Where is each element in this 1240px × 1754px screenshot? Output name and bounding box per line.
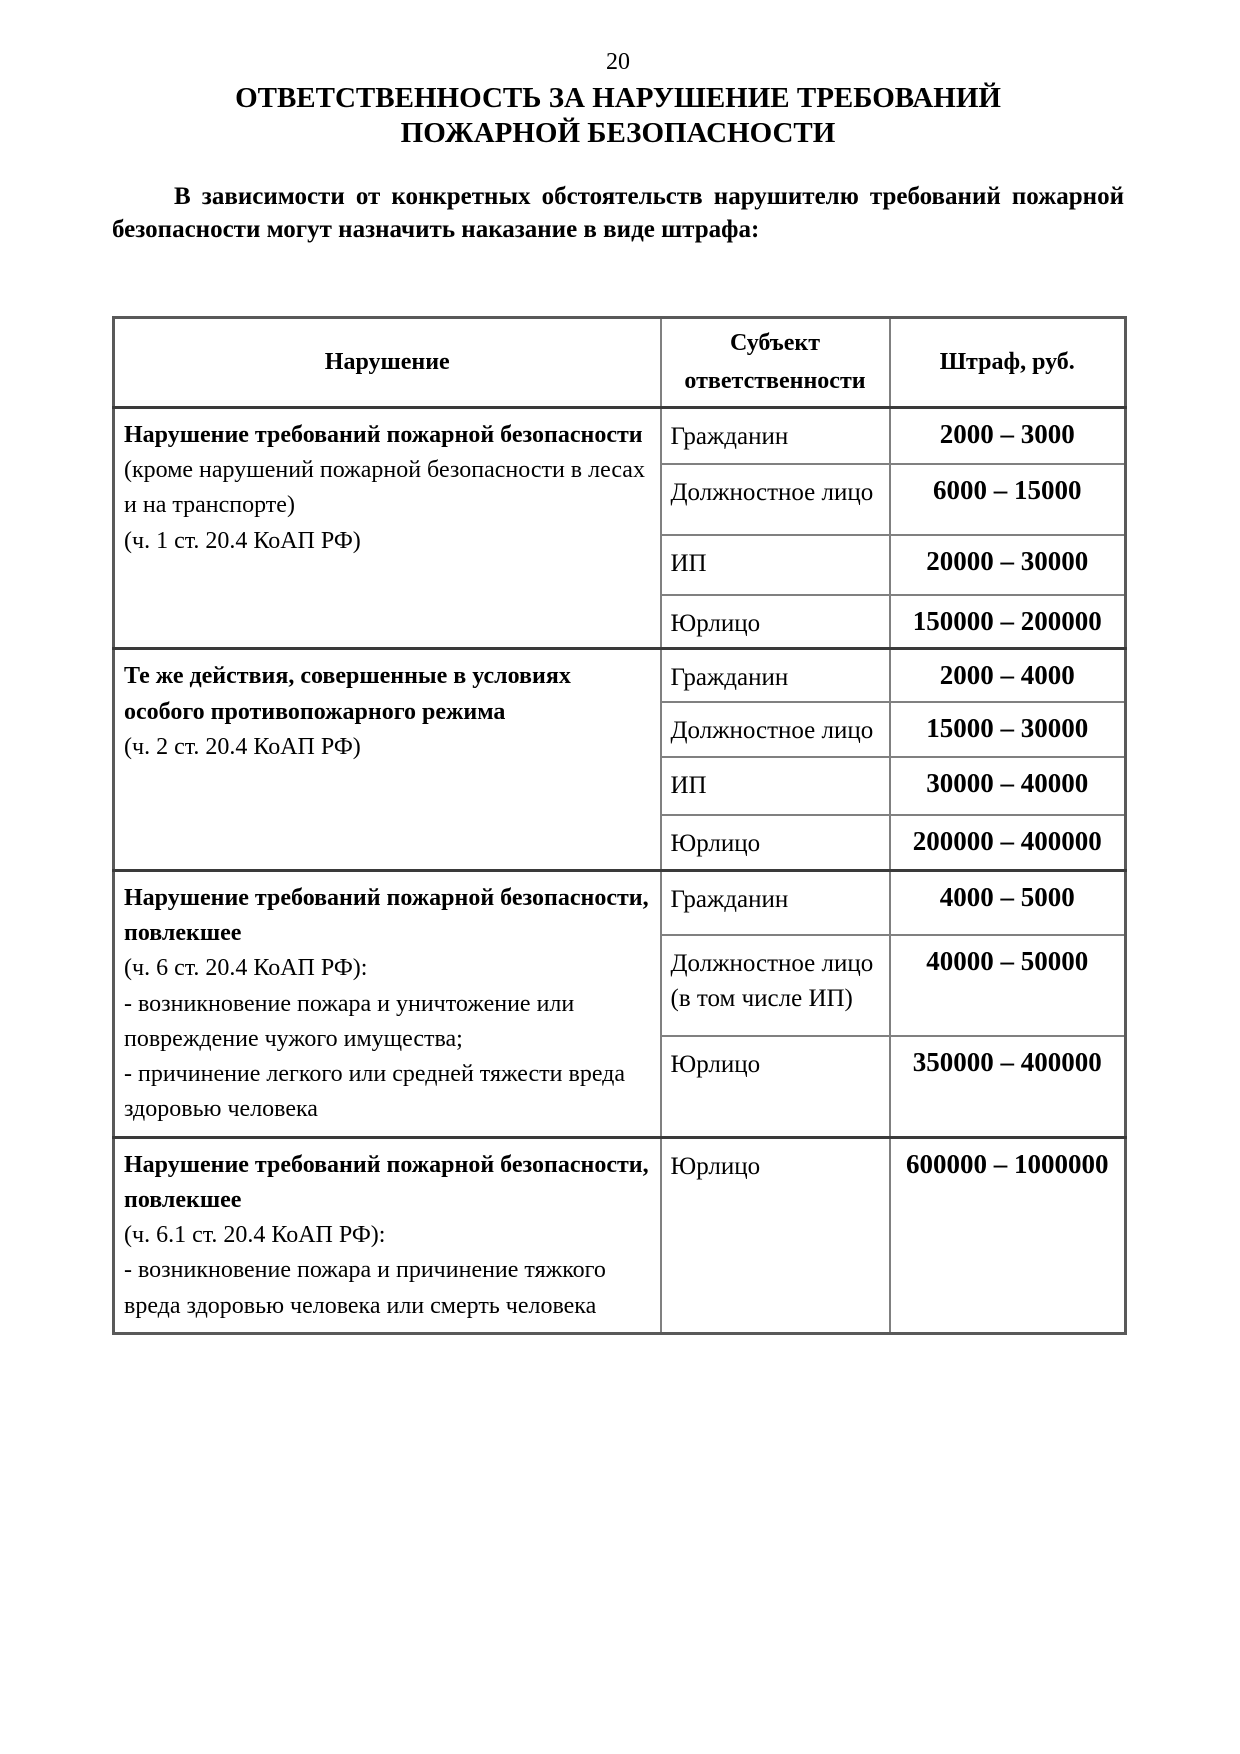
violation-title: Нарушение требований пожарной безопасности — [124, 421, 643, 448]
subject-cell: Гражданин — [661, 407, 890, 464]
header-subject: Субъект ответственности — [661, 318, 890, 407]
page-number: 20 — [606, 49, 630, 75]
violation-cell-3 — [114, 870, 661, 1137]
violation-item: - причинение легкого или средней тяжести вреда здоровью человека — [124, 1061, 626, 1123]
violation-item: - возникновение пожара и причинение тяжкого вреда здоровью человека или смерть человека — [124, 1257, 606, 1319]
violation-ref: (ч. 6.1 ст. 20.4 КоАП РФ): — [124, 1222, 386, 1249]
subject-cell: Юрлицо — [661, 1137, 890, 1333]
subject-cell: Гражданин — [661, 870, 890, 934]
violation-title: Нарушение требований пожарной безопасности, повлекшее — [124, 1151, 649, 1213]
fine-cell: 15000 – 30000 — [890, 702, 1126, 757]
table-row — [114, 1137, 1126, 1333]
violation-title: Те же действия, совершенные в условиях особого противопожарного режима — [124, 663, 571, 725]
table-row — [114, 649, 1126, 703]
violation-cell-1 — [114, 407, 661, 649]
table-header-row — [114, 318, 1126, 407]
fine-cell: 4000 – 5000 — [890, 870, 1126, 934]
header-violation: Нарушение — [114, 318, 661, 407]
subject-cell: Юрлицо — [661, 1036, 890, 1137]
fine-cell: 6000 – 15000 — [890, 464, 1126, 535]
violation-ref: (ч. 2 ст. 20.4 КоАП РФ) — [124, 733, 361, 760]
page-title — [112, 81, 1124, 151]
page-title-line1: ОТВЕТСТВЕННОСТЬ ЗА НАРУШЕНИЕ ТРЕБОВАНИЙ — [235, 81, 1001, 114]
subject-cell: Должностное лицо — [661, 702, 890, 757]
violation-cell-2 — [114, 649, 661, 871]
intro-paragraph: В зависимости от конкретных обстоятельств нарушителю требований пожарной безопасности могут назначить наказание в виде штрафа: — [112, 183, 1124, 244]
fine-cell: 150000 – 200000 — [890, 595, 1126, 649]
subject-cell: Юрлицо — [661, 595, 890, 649]
subject-cell: Юрлицо — [661, 815, 890, 870]
fine-cell: 2000 – 3000 — [890, 407, 1126, 464]
fine-cell: 40000 – 50000 — [890, 935, 1126, 1036]
violation-ref: (ч. 6 ст. 20.4 КоАП РФ): — [124, 955, 368, 982]
subject-cell: Должностное лицо (в том числе ИП) — [661, 935, 890, 1036]
subject-cell: ИП — [661, 757, 890, 815]
fine-cell: 30000 – 40000 — [890, 757, 1126, 815]
table-row — [114, 407, 1126, 464]
violation-cell-4 — [114, 1137, 661, 1333]
table-row — [114, 870, 1126, 934]
fines-table — [112, 316, 1127, 1335]
page-title-line2: ПОЖАРНОЙ БЕЗОПАСНОСТИ — [400, 116, 836, 149]
subject-cell: ИП — [661, 535, 890, 595]
fine-cell: 20000 – 30000 — [890, 535, 1126, 595]
subject-cell: Гражданин — [661, 649, 890, 703]
header-fine: Штраф, руб. — [890, 318, 1126, 407]
fine-cell: 2000 – 4000 — [890, 649, 1126, 703]
subject-cell: Должностное лицо — [661, 464, 890, 535]
violation-ref: (ч. 1 ст. 20.4 КоАП РФ) — [124, 527, 361, 554]
fine-cell: 600000 – 1000000 — [890, 1137, 1126, 1333]
violation-title: Нарушение требований пожарной безопасности, повлекшее — [124, 884, 649, 947]
violation-note: (кроме нарушений пожарной безопасности в лесах и на транспорте) — [124, 457, 645, 519]
violation-item: - возникновение пожара и уничтожение или повреждение чужого имущества; — [124, 990, 575, 1052]
fine-cell: 200000 – 400000 — [890, 815, 1126, 870]
fine-cell: 350000 – 400000 — [890, 1036, 1126, 1137]
